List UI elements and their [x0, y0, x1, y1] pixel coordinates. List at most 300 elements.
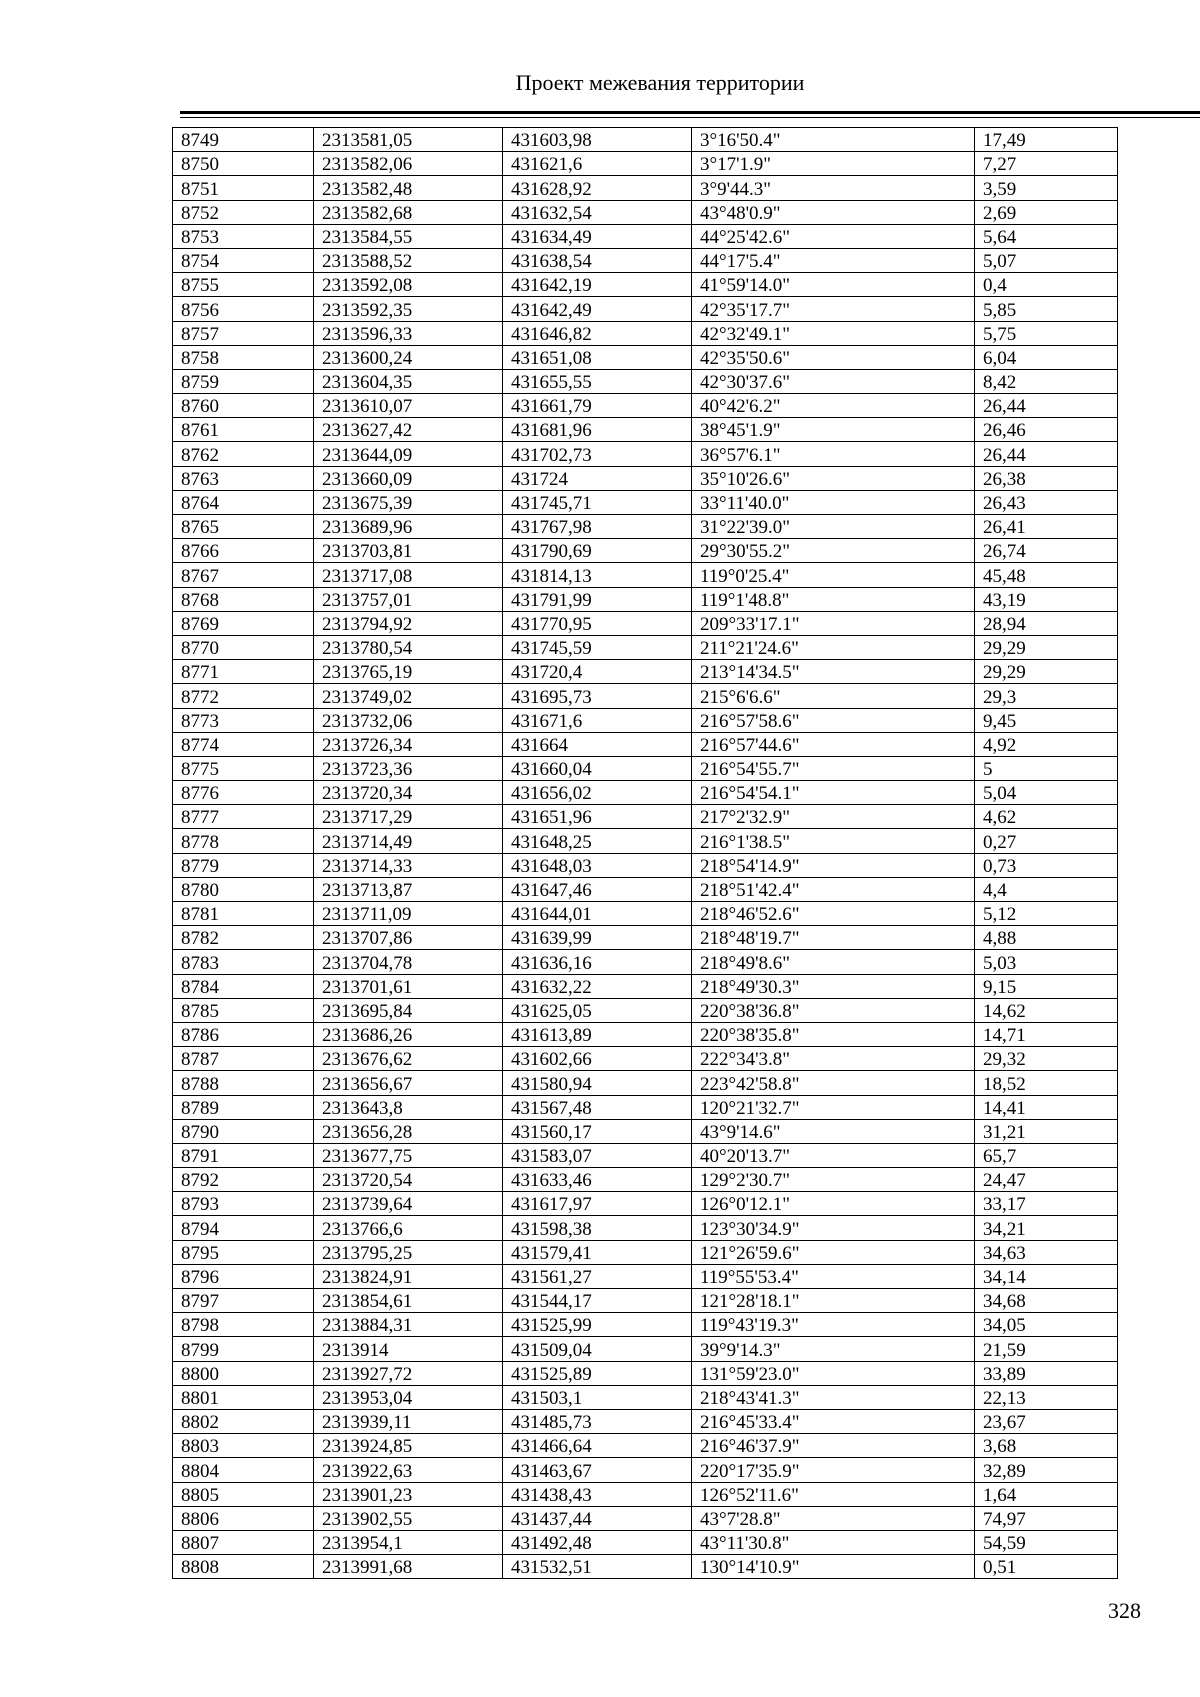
- bearing-angle-cell: 3°16'50.4": [692, 128, 975, 152]
- bearing-angle-cell: 131°59'23.0": [692, 1361, 975, 1385]
- distance-cell: 65,7: [975, 1143, 1118, 1167]
- bearing-angle-cell: 40°42'6.2": [692, 394, 975, 418]
- table-row: [173, 684, 1118, 708]
- point-number-cell: 8750: [173, 152, 314, 176]
- table-row: [173, 563, 1118, 587]
- bearing-angle-cell: 119°43'19.3": [692, 1313, 975, 1337]
- point-number-cell: 8808: [173, 1555, 314, 1579]
- table-row: [173, 442, 1118, 466]
- table-row: [173, 611, 1118, 635]
- bearing-angle-cell: 209°33'17.1": [692, 611, 975, 635]
- y-coordinate-cell: 431632,22: [503, 974, 692, 998]
- distance-cell: 26,46: [975, 418, 1118, 442]
- y-coordinate-cell: 431438,43: [503, 1482, 692, 1506]
- x-coordinate-cell: 2313717,29: [314, 805, 503, 829]
- y-coordinate-cell: 431651,08: [503, 345, 692, 369]
- header-rule-thick: [180, 111, 1200, 114]
- bearing-angle-cell: 216°46'37.9": [692, 1434, 975, 1458]
- table-row: [173, 587, 1118, 611]
- bearing-angle-cell: 43°11'30.8": [692, 1530, 975, 1554]
- distance-cell: 24,47: [975, 1168, 1118, 1192]
- point-number-cell: 8776: [173, 781, 314, 805]
- point-number-cell: 8779: [173, 853, 314, 877]
- x-coordinate-cell: 2313714,33: [314, 853, 503, 877]
- y-coordinate-cell: 431525,89: [503, 1361, 692, 1385]
- point-number-cell: 8761: [173, 418, 314, 442]
- table-row: [173, 902, 1118, 926]
- x-coordinate-cell: 2313717,08: [314, 563, 503, 587]
- y-coordinate-cell: 431646,82: [503, 321, 692, 345]
- table-row: [173, 321, 1118, 345]
- table-row: [173, 853, 1118, 877]
- bearing-angle-cell: 42°32'49.1": [692, 321, 975, 345]
- point-number-cell: 8755: [173, 273, 314, 297]
- bearing-angle-cell: 218°48'19.7": [692, 926, 975, 950]
- x-coordinate-cell: 2313824,91: [314, 1264, 503, 1288]
- point-number-cell: 8803: [173, 1434, 314, 1458]
- y-coordinate-cell: 431702,73: [503, 442, 692, 466]
- bearing-angle-cell: 42°30'37.6": [692, 369, 975, 393]
- x-coordinate-cell: 2313581,05: [314, 128, 503, 152]
- point-number-cell: 8757: [173, 321, 314, 345]
- point-number-cell: 8789: [173, 1095, 314, 1119]
- y-coordinate-cell: 431790,69: [503, 539, 692, 563]
- point-number-cell: 8800: [173, 1361, 314, 1385]
- y-coordinate-cell: 431767,98: [503, 515, 692, 539]
- distance-cell: 5,64: [975, 224, 1118, 248]
- x-coordinate-cell: 2313660,09: [314, 466, 503, 490]
- table-row: [173, 756, 1118, 780]
- y-coordinate-cell: 431724: [503, 466, 692, 490]
- bearing-angle-cell: 121°26'59.6": [692, 1240, 975, 1264]
- bearing-angle-cell: 216°1'38.5": [692, 829, 975, 853]
- bearing-angle-cell: 217°2'32.9": [692, 805, 975, 829]
- point-number-cell: 8801: [173, 1385, 314, 1409]
- distance-cell: 5,75: [975, 321, 1118, 345]
- point-number-cell: 8783: [173, 950, 314, 974]
- table-row: [173, 273, 1118, 297]
- y-coordinate-cell: 431636,16: [503, 950, 692, 974]
- distance-cell: 0,27: [975, 829, 1118, 853]
- y-coordinate-cell: 431647,46: [503, 877, 692, 901]
- distance-cell: 29,29: [975, 635, 1118, 659]
- x-coordinate-cell: 2313588,52: [314, 248, 503, 272]
- bearing-angle-cell: 119°55'53.4": [692, 1264, 975, 1288]
- bearing-angle-cell: 44°17'5.4": [692, 248, 975, 272]
- y-coordinate-cell: 431632,54: [503, 200, 692, 224]
- point-number-cell: 8763: [173, 466, 314, 490]
- distance-cell: 26,41: [975, 515, 1118, 539]
- table-row: [173, 539, 1118, 563]
- table-row: [173, 1240, 1118, 1264]
- bearing-angle-cell: 119°1'48.8": [692, 587, 975, 611]
- table-row: [173, 1530, 1118, 1554]
- table-row: [173, 708, 1118, 732]
- bearing-angle-cell: 216°57'58.6": [692, 708, 975, 732]
- y-coordinate-cell: 431634,49: [503, 224, 692, 248]
- x-coordinate-cell: 2313675,39: [314, 490, 503, 514]
- x-coordinate-cell: 2313954,1: [314, 1530, 503, 1554]
- x-coordinate-cell: 2313749,02: [314, 684, 503, 708]
- y-coordinate-cell: 431770,95: [503, 611, 692, 635]
- table-row: [173, 781, 1118, 805]
- bearing-angle-cell: 43°9'14.6": [692, 1119, 975, 1143]
- point-number-cell: 8787: [173, 1047, 314, 1071]
- distance-cell: 3,68: [975, 1434, 1118, 1458]
- table-row: [173, 345, 1118, 369]
- x-coordinate-cell: 2313720,34: [314, 781, 503, 805]
- x-coordinate-cell: 2313643,8: [314, 1095, 503, 1119]
- point-number-cell: 8795: [173, 1240, 314, 1264]
- x-coordinate-cell: 2313676,62: [314, 1047, 503, 1071]
- table-row: [173, 1434, 1118, 1458]
- distance-cell: 5,12: [975, 902, 1118, 926]
- y-coordinate-cell: 431492,48: [503, 1530, 692, 1554]
- distance-cell: 32,89: [975, 1458, 1118, 1482]
- bearing-angle-cell: 42°35'50.6": [692, 345, 975, 369]
- y-coordinate-cell: 431661,79: [503, 394, 692, 418]
- table-row: [173, 224, 1118, 248]
- x-coordinate-cell: 2313644,09: [314, 442, 503, 466]
- point-number-cell: 8773: [173, 708, 314, 732]
- x-coordinate-cell: 2313627,42: [314, 418, 503, 442]
- point-number-cell: 8765: [173, 515, 314, 539]
- distance-cell: 29,29: [975, 660, 1118, 684]
- distance-cell: 43,19: [975, 587, 1118, 611]
- y-coordinate-cell: 431567,48: [503, 1095, 692, 1119]
- distance-cell: 17,49: [975, 128, 1118, 152]
- distance-cell: 3,59: [975, 176, 1118, 200]
- x-coordinate-cell: 2313689,96: [314, 515, 503, 539]
- point-number-cell: 8775: [173, 756, 314, 780]
- table-row: [173, 1264, 1118, 1288]
- x-coordinate-cell: 2313604,35: [314, 369, 503, 393]
- point-number-cell: 8762: [173, 442, 314, 466]
- y-coordinate-cell: 431655,55: [503, 369, 692, 393]
- table-row: [173, 515, 1118, 539]
- distance-cell: 74,97: [975, 1506, 1118, 1530]
- table-row: [173, 1071, 1118, 1095]
- table-row: [173, 974, 1118, 998]
- x-coordinate-cell: 2313765,19: [314, 660, 503, 684]
- y-coordinate-cell: 431791,99: [503, 587, 692, 611]
- y-coordinate-cell: 431642,49: [503, 297, 692, 321]
- y-coordinate-cell: 431579,41: [503, 1240, 692, 1264]
- distance-cell: 5,04: [975, 781, 1118, 805]
- distance-cell: 0,4: [975, 273, 1118, 297]
- distance-cell: 33,89: [975, 1361, 1118, 1385]
- point-number-cell: 8756: [173, 297, 314, 321]
- table-row: [173, 1313, 1118, 1337]
- point-number-cell: 8771: [173, 660, 314, 684]
- table-row: [173, 998, 1118, 1022]
- y-coordinate-cell: 431602,66: [503, 1047, 692, 1071]
- table-row: [173, 1385, 1118, 1409]
- table-row: [173, 829, 1118, 853]
- table-row: [173, 732, 1118, 756]
- distance-cell: 34,63: [975, 1240, 1118, 1264]
- bearing-angle-cell: 33°11'40.0": [692, 490, 975, 514]
- bearing-angle-cell: 218°46'52.6": [692, 902, 975, 926]
- point-number-cell: 8788: [173, 1071, 314, 1095]
- table-row: [173, 805, 1118, 829]
- x-coordinate-cell: 2313582,48: [314, 176, 503, 200]
- bearing-angle-cell: 41°59'14.0": [692, 273, 975, 297]
- distance-cell: 33,17: [975, 1192, 1118, 1216]
- distance-cell: 26,74: [975, 539, 1118, 563]
- bearing-angle-cell: 44°25'42.6": [692, 224, 975, 248]
- y-coordinate-cell: 431656,02: [503, 781, 692, 805]
- point-number-cell: 8769: [173, 611, 314, 635]
- point-number-cell: 8802: [173, 1409, 314, 1433]
- distance-cell: 34,05: [975, 1313, 1118, 1337]
- x-coordinate-cell: 2313939,11: [314, 1409, 503, 1433]
- bearing-angle-cell: 123°30'34.9": [692, 1216, 975, 1240]
- point-number-cell: 8799: [173, 1337, 314, 1361]
- x-coordinate-cell: 2313914: [314, 1337, 503, 1361]
- distance-cell: 0,51: [975, 1555, 1118, 1579]
- bearing-angle-cell: 211°21'24.6": [692, 635, 975, 659]
- bearing-angle-cell: 218°51'42.4": [692, 877, 975, 901]
- table-row: [173, 466, 1118, 490]
- bearing-angle-cell: 43°7'28.8": [692, 1506, 975, 1530]
- point-number-cell: 8782: [173, 926, 314, 950]
- bearing-angle-cell: 220°38'35.8": [692, 1022, 975, 1046]
- x-coordinate-cell: 2313677,75: [314, 1143, 503, 1167]
- table-row: [173, 369, 1118, 393]
- x-coordinate-cell: 2313707,86: [314, 926, 503, 950]
- distance-cell: 26,44: [975, 394, 1118, 418]
- distance-cell: 5,03: [975, 950, 1118, 974]
- table-row: [173, 1047, 1118, 1071]
- distance-cell: 7,27: [975, 152, 1118, 176]
- y-coordinate-cell: 431664: [503, 732, 692, 756]
- distance-cell: 5,85: [975, 297, 1118, 321]
- distance-cell: 5,07: [975, 248, 1118, 272]
- point-number-cell: 8774: [173, 732, 314, 756]
- x-coordinate-cell: 2313901,23: [314, 1482, 503, 1506]
- bearing-angle-cell: 218°54'14.9": [692, 853, 975, 877]
- y-coordinate-cell: 431638,54: [503, 248, 692, 272]
- bearing-angle-cell: 43°48'0.9": [692, 200, 975, 224]
- bearing-angle-cell: 222°34'3.8": [692, 1047, 975, 1071]
- distance-cell: 14,41: [975, 1095, 1118, 1119]
- point-number-cell: 8785: [173, 998, 314, 1022]
- bearing-angle-cell: 129°2'30.7": [692, 1168, 975, 1192]
- x-coordinate-cell: 2313703,81: [314, 539, 503, 563]
- distance-cell: 4,92: [975, 732, 1118, 756]
- x-coordinate-cell: 2313656,28: [314, 1119, 503, 1143]
- table-row: [173, 1458, 1118, 1482]
- bearing-angle-cell: 126°0'12.1": [692, 1192, 975, 1216]
- distance-cell: 26,38: [975, 466, 1118, 490]
- y-coordinate-cell: 431509,04: [503, 1337, 692, 1361]
- point-number-cell: 8777: [173, 805, 314, 829]
- y-coordinate-cell: 431625,05: [503, 998, 692, 1022]
- bearing-angle-cell: 216°45'33.4": [692, 1409, 975, 1433]
- table-row: [173, 1482, 1118, 1506]
- distance-cell: 14,71: [975, 1022, 1118, 1046]
- table-row: [173, 1361, 1118, 1385]
- distance-cell: 29,32: [975, 1047, 1118, 1071]
- y-coordinate-cell: 431617,97: [503, 1192, 692, 1216]
- x-coordinate-cell: 2313714,49: [314, 829, 503, 853]
- bearing-angle-cell: 121°28'18.1": [692, 1289, 975, 1313]
- bearing-angle-cell: 3°17'1.9": [692, 152, 975, 176]
- y-coordinate-cell: 431613,89: [503, 1022, 692, 1046]
- y-coordinate-cell: 431583,07: [503, 1143, 692, 1167]
- table-row: [173, 176, 1118, 200]
- y-coordinate-cell: 431561,27: [503, 1264, 692, 1288]
- y-coordinate-cell: 431648,25: [503, 829, 692, 853]
- table-row: [173, 660, 1118, 684]
- point-number-cell: 8780: [173, 877, 314, 901]
- point-number-cell: 8791: [173, 1143, 314, 1167]
- point-number-cell: 8790: [173, 1119, 314, 1143]
- point-number-cell: 8759: [173, 369, 314, 393]
- bearing-angle-cell: 36°57'6.1": [692, 442, 975, 466]
- x-coordinate-cell: 2313795,25: [314, 1240, 503, 1264]
- bearing-angle-cell: 119°0'25.4": [692, 563, 975, 587]
- y-coordinate-cell: 431642,19: [503, 273, 692, 297]
- table-row: [173, 1506, 1118, 1530]
- y-coordinate-cell: 431660,04: [503, 756, 692, 780]
- x-coordinate-cell: 2313711,09: [314, 902, 503, 926]
- distance-cell: 4,62: [975, 805, 1118, 829]
- y-coordinate-cell: 431485,73: [503, 1409, 692, 1433]
- point-number-cell: 8751: [173, 176, 314, 200]
- point-number-cell: 8796: [173, 1264, 314, 1288]
- table-row: [173, 635, 1118, 659]
- x-coordinate-cell: 2313582,06: [314, 152, 503, 176]
- bearing-angle-cell: 216°54'55.7": [692, 756, 975, 780]
- distance-cell: 1,64: [975, 1482, 1118, 1506]
- x-coordinate-cell: 2313739,64: [314, 1192, 503, 1216]
- y-coordinate-cell: 431633,46: [503, 1168, 692, 1192]
- table-row: [173, 1168, 1118, 1192]
- x-coordinate-cell: 2313991,68: [314, 1555, 503, 1579]
- table-row: [173, 1216, 1118, 1240]
- bearing-angle-cell: 40°20'13.7": [692, 1143, 975, 1167]
- y-coordinate-cell: 431681,96: [503, 418, 692, 442]
- x-coordinate-cell: 2313757,01: [314, 587, 503, 611]
- distance-cell: 34,21: [975, 1216, 1118, 1240]
- bearing-angle-cell: 218°43'41.3": [692, 1385, 975, 1409]
- bearing-angle-cell: 215°6'6.6": [692, 684, 975, 708]
- table-row: [173, 1192, 1118, 1216]
- distance-cell: 21,59: [975, 1337, 1118, 1361]
- point-number-cell: 8760: [173, 394, 314, 418]
- point-number-cell: 8766: [173, 539, 314, 563]
- x-coordinate-cell: 2313953,04: [314, 1385, 503, 1409]
- y-coordinate-cell: 431651,96: [503, 805, 692, 829]
- x-coordinate-cell: 2313720,54: [314, 1168, 503, 1192]
- distance-cell: 9,15: [975, 974, 1118, 998]
- x-coordinate-cell: 2313713,87: [314, 877, 503, 901]
- point-number-cell: 8768: [173, 587, 314, 611]
- y-coordinate-cell: 431503,1: [503, 1385, 692, 1409]
- table-row: [173, 1095, 1118, 1119]
- distance-cell: 8,42: [975, 369, 1118, 393]
- distance-cell: 14,62: [975, 998, 1118, 1022]
- point-number-cell: 8806: [173, 1506, 314, 1530]
- table-row: [173, 128, 1118, 152]
- y-coordinate-cell: 431580,94: [503, 1071, 692, 1095]
- bearing-angle-cell: 220°17'35.9": [692, 1458, 975, 1482]
- coordinates-table-body: [173, 128, 1118, 1579]
- distance-cell: 4,88: [975, 926, 1118, 950]
- y-coordinate-cell: 431621,6: [503, 152, 692, 176]
- bearing-angle-cell: 39°9'14.3": [692, 1337, 975, 1361]
- x-coordinate-cell: 2313610,07: [314, 394, 503, 418]
- table-row: [173, 877, 1118, 901]
- x-coordinate-cell: 2313902,55: [314, 1506, 503, 1530]
- y-coordinate-cell: 431720,4: [503, 660, 692, 684]
- distance-cell: 23,67: [975, 1409, 1118, 1433]
- bearing-angle-cell: 218°49'30.3": [692, 974, 975, 998]
- distance-cell: 34,14: [975, 1264, 1118, 1288]
- y-coordinate-cell: 431560,17: [503, 1119, 692, 1143]
- distance-cell: 26,44: [975, 442, 1118, 466]
- y-coordinate-cell: 431814,13: [503, 563, 692, 587]
- bearing-angle-cell: 35°10'26.6": [692, 466, 975, 490]
- x-coordinate-cell: 2313584,55: [314, 224, 503, 248]
- bearing-angle-cell: 220°38'36.8": [692, 998, 975, 1022]
- distance-cell: 0,73: [975, 853, 1118, 877]
- y-coordinate-cell: 431525,99: [503, 1313, 692, 1337]
- y-coordinate-cell: 431437,44: [503, 1506, 692, 1530]
- x-coordinate-cell: 2313766,6: [314, 1216, 503, 1240]
- y-coordinate-cell: 431628,92: [503, 176, 692, 200]
- y-coordinate-cell: 431671,6: [503, 708, 692, 732]
- x-coordinate-cell: 2313600,24: [314, 345, 503, 369]
- y-coordinate-cell: 431745,59: [503, 635, 692, 659]
- page-number: 328: [1108, 1598, 1141, 1623]
- table-row: [173, 152, 1118, 176]
- point-number-cell: 8784: [173, 974, 314, 998]
- distance-cell: 34,68: [975, 1289, 1118, 1313]
- y-coordinate-cell: 431644,01: [503, 902, 692, 926]
- point-number-cell: 8797: [173, 1289, 314, 1313]
- x-coordinate-cell: 2313704,78: [314, 950, 503, 974]
- point-number-cell: 8781: [173, 902, 314, 926]
- bearing-angle-cell: 42°35'17.7": [692, 297, 975, 321]
- point-number-cell: 8805: [173, 1482, 314, 1506]
- y-coordinate-cell: 431598,38: [503, 1216, 692, 1240]
- bearing-angle-cell: 130°14'10.9": [692, 1555, 975, 1579]
- point-number-cell: 8754: [173, 248, 314, 272]
- point-number-cell: 8804: [173, 1458, 314, 1482]
- y-coordinate-cell: 431639,99: [503, 926, 692, 950]
- y-coordinate-cell: 431648,03: [503, 853, 692, 877]
- table-row: [173, 1022, 1118, 1046]
- point-number-cell: 8778: [173, 829, 314, 853]
- table-row: [173, 418, 1118, 442]
- point-number-cell: 8767: [173, 563, 314, 587]
- x-coordinate-cell: 2313592,35: [314, 297, 503, 321]
- y-coordinate-cell: 431544,17: [503, 1289, 692, 1313]
- y-coordinate-cell: 431695,73: [503, 684, 692, 708]
- distance-cell: 18,52: [975, 1071, 1118, 1095]
- bearing-angle-cell: 126°52'11.6": [692, 1482, 975, 1506]
- point-number-cell: 8753: [173, 224, 314, 248]
- table-row: [173, 297, 1118, 321]
- table-row: [173, 248, 1118, 272]
- x-coordinate-cell: 2313592,08: [314, 273, 503, 297]
- x-coordinate-cell: 2313780,54: [314, 635, 503, 659]
- distance-cell: 9,45: [975, 708, 1118, 732]
- distance-cell: 45,48: [975, 563, 1118, 587]
